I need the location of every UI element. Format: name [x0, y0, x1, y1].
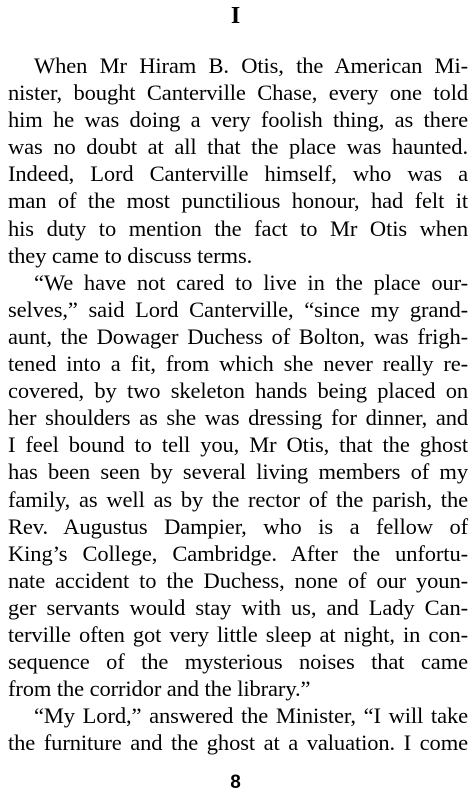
text-line: Rev. Augustus Dampier, who is a fellow of — [8, 513, 468, 539]
text-line: his duty to mention the fact to Mr Otis when — [8, 215, 468, 241]
text-line: terville often got very little sleep at night, in con- — [8, 621, 468, 647]
text-line: man of the most punctilious honour, had felt it — [8, 188, 468, 214]
text-line: the furniture and the ghost at a valuation. I come — [8, 730, 468, 756]
text-line: from the corridor and the library.” — [8, 676, 311, 702]
text-line: was no doubt at all that the place was haunted. — [8, 134, 468, 160]
text-line: nister, bought Canterville Chase, every one told — [8, 80, 468, 106]
text-line: ger servants would stay with us, and Lady Can- — [8, 594, 468, 620]
text-line: her shoulders as she was dressing for dinner, and — [8, 405, 468, 431]
text-line: Indeed, Lord Canterville himself, who was a — [8, 161, 468, 187]
text-line: nate accident to the Duchess, none of our youn- — [8, 567, 468, 593]
text-line: I feel bound to tell you, Mr Otis, that the ghost — [8, 432, 468, 458]
text-line: selves,” said Lord Canterville, “since my grand- — [8, 296, 468, 322]
text-line: aunt, the Dowager Duchess of Bolton, was frigh- — [8, 323, 468, 349]
text-line: “My Lord,” answered the Minister, “I will take — [34, 703, 468, 729]
text-line: covered, by two skeleton hands being placed on — [8, 378, 468, 404]
text-line: “We have not cared to live in the place our- — [34, 269, 468, 295]
text-line: When Mr Hiram B. Otis, the American Mi- — [34, 53, 468, 78]
text-line: they came to discuss terms. — [8, 242, 253, 268]
text-line: him he was doing a very foolish thing, as there — [8, 107, 468, 133]
body-text — [8, 52, 468, 756]
text-line: sequence of the mysterious noises that came — [8, 649, 468, 675]
page-number: 8 — [230, 772, 241, 793]
chapter-heading: I — [230, 3, 241, 29]
text-line: tened into a fit, from which she never really re- — [8, 351, 468, 377]
text-line: King’s College, Cambridge. After the unfortu- — [8, 540, 468, 566]
text-line: family, as well as by the rector of the parish, the — [8, 486, 468, 512]
text-line: has been seen by several living members of my — [8, 459, 468, 485]
